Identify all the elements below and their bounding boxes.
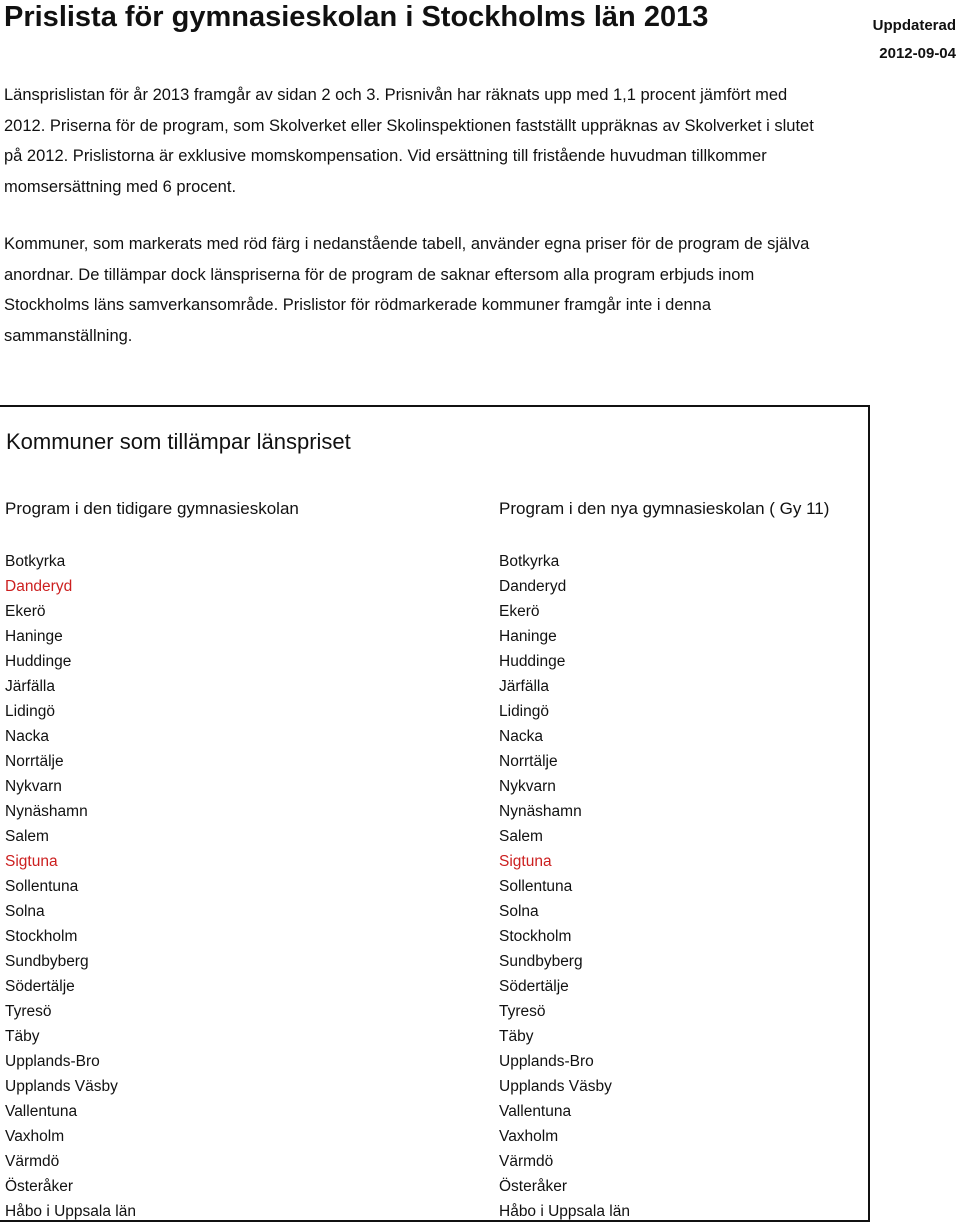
page-title: Prislista för gymnasieskolan i Stockholms län 2013	[4, 1, 709, 33]
list-item: Håbo i Uppsala län	[5, 1203, 136, 1220]
list-item: Nykvarn	[5, 778, 62, 795]
list-item: Solna	[499, 903, 539, 920]
list-item: Vallentuna	[5, 1103, 78, 1120]
list-item: Sollentuna	[499, 878, 573, 895]
list-item: Nykvarn	[499, 778, 556, 795]
list-item: Botkyrka	[499, 553, 560, 570]
list-item: Upplands Väsby	[5, 1078, 118, 1095]
intro-paragraph-prices: Länsprislistan för år 2013 framgår av sidan 2 och 3. Prisnivån har räknats upp med 1,1 procent jämfört med 2012. Priserna för de program, som Skolverket eller Skolinspektionen fastställt uppräknas av Skolverket i slutet på 2012. Prislistorna är exklusive momskompensation. Vid ersättning till fristående huvudman tillkommer momsersättning med 6 procent.	[4, 86, 814, 196]
intro-paragraph-municipalities: Kommuner, som markerats med röd färg i nedanstående tabell, använder egna priser för de program de själva anordnar. De tillämpar dock länspriserna för de program de saknar eftersom alla program erbjuds inom Stockholms läns samverkansområde. Prislistor för rödmarkerade kommuner framgår inte i denna sammanställning.	[4, 235, 810, 345]
list-item: Ekerö	[499, 603, 540, 620]
list-item: Upplands-Bro	[499, 1053, 594, 1070]
list-item: Tyresö	[499, 1003, 546, 1020]
list-item: Salem	[5, 828, 49, 845]
list-item: Nynäshamn	[499, 803, 582, 820]
list-item: Nynäshamn	[5, 803, 88, 820]
list-item: Sundbyberg	[499, 953, 583, 970]
list-item: Stockholm	[499, 928, 572, 945]
list-item: Nacka	[499, 728, 543, 745]
list-item: Värmdö	[499, 1153, 554, 1170]
list-item: Sundbyberg	[5, 953, 89, 970]
list-item: Sigtuna	[5, 853, 58, 870]
list-item: Täby	[499, 1028, 534, 1045]
list-item: Sigtuna	[499, 853, 552, 870]
list-item: Södertälje	[499, 978, 569, 995]
list-item: Järfälla	[5, 678, 55, 695]
municipality-list-previous	[5, 549, 136, 1224]
updated-info	[873, 12, 956, 68]
list-item: Österåker	[499, 1178, 568, 1195]
list-item: Danderyd	[5, 578, 73, 595]
list-item: Värmdö	[5, 1153, 60, 1170]
list-item: Haninge	[5, 628, 63, 645]
list-item: Haninge	[499, 628, 557, 645]
municipality-table	[0, 405, 870, 1222]
list-item: Södertälje	[5, 978, 75, 995]
list-item: Botkyrka	[5, 553, 66, 570]
list-item: Huddinge	[5, 653, 72, 670]
list-item: Lidingö	[5, 703, 55, 720]
list-item: Huddinge	[499, 653, 566, 670]
list-item: Solna	[5, 903, 45, 920]
list-item: Håbo i Uppsala län	[499, 1203, 630, 1220]
updated-label: Uppdaterad	[872, 17, 956, 34]
list-item: Sollentuna	[5, 878, 79, 895]
list-item: Upplands-Bro	[5, 1053, 100, 1070]
municipality-list-new	[499, 549, 630, 1224]
updated-date: 2012-09-04	[879, 45, 956, 62]
list-item: Norrtälje	[499, 753, 558, 770]
list-item: Vaxholm	[5, 1128, 65, 1145]
list-item: Norrtälje	[5, 753, 64, 770]
list-item: Vaxholm	[499, 1128, 559, 1145]
list-item: Tyresö	[5, 1003, 52, 1020]
list-item: Täby	[5, 1028, 40, 1045]
list-item: Vallentuna	[499, 1103, 572, 1120]
table-heading: Kommuner som tillämpar länspriset	[6, 429, 351, 454]
list-item: Österåker	[5, 1178, 74, 1195]
column-heading-previous-programs: Program i den tidigare gymnasieskolan	[5, 499, 299, 518]
list-item: Nacka	[5, 728, 49, 745]
list-item: Stockholm	[5, 928, 78, 945]
list-item: Ekerö	[5, 603, 46, 620]
list-item: Danderyd	[499, 578, 567, 595]
column-heading-new-programs: Program i den nya gymnasieskolan ( Gy 11)	[499, 499, 830, 518]
list-item: Salem	[499, 828, 543, 845]
list-item: Upplands Väsby	[499, 1078, 612, 1095]
list-item: Lidingö	[499, 703, 549, 720]
list-item: Järfälla	[499, 678, 549, 695]
